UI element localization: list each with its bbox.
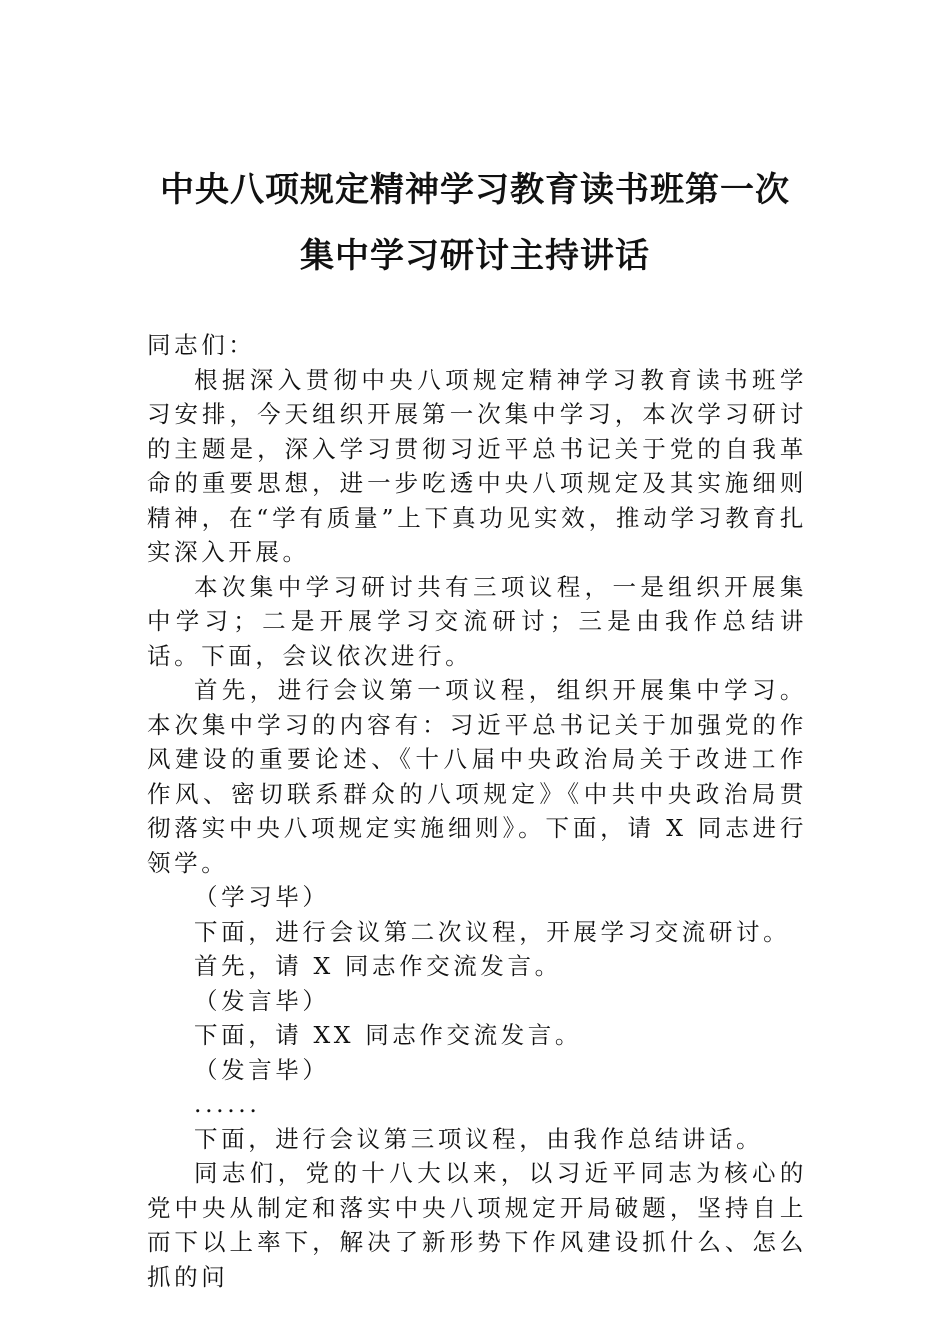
paragraph-closing: 同志们，党的十八大以来，以习近平同志为核心的党中央从制定和落实中央八项规定开局破题，坚持自上而下以上率下，解决了新形势下作风建设抓什么、怎么抓的问 — [147, 1159, 807, 1291]
agenda-line: 下面，进行会议第二次议程，开展学习交流研讨。 — [194, 917, 791, 946]
agenda-line: 下面，进行会议第三项议程，由我作总结讲话。 — [194, 1124, 764, 1153]
salutation: 同志们： — [147, 331, 256, 359]
stage-note: （学习毕） — [194, 883, 330, 911]
agenda-line: 下面，请 XX 同志作交流发言。 — [194, 1021, 582, 1049]
paragraph-first-item: 首先，进行会议第一项议程，组织开展集中学习。本次集中学习的内容有：习近平总书记关于加强党的作风建设的重要论述、《十八届中央政治局关于改进工作作风、密切联系群众的八项规定》《中共中央政治局贯彻落实中央八项规定实施细则》。下面，请 X 同志进行领学。 — [147, 676, 807, 877]
stage-note: （发言毕） — [194, 1055, 330, 1084]
paragraph-agenda: 本次集中学习研讨共有三项议程，一是组织开展集中学习；二是开展学习交流研讨；三是由我作总结讲话。下面，会议依次进行。 — [147, 572, 807, 670]
agenda-line: 首先，请 X 同志作交流发言。 — [194, 952, 562, 980]
document-title-line-2: 集中学习研讨主持讲话 — [300, 236, 650, 276]
paragraph-intro: 根据深入贯彻中央八项规定精神学习教育读书班学习安排，今天组织开展第一次集中学习，本次学习研讨的主题是，深入学习贯彻习近平总书记关于党的自我革命的重要思想，进一步吃透中央八项规定及其实施细则精神，在“学有质量”上下真功见实效，推动学习教育扎实深入开展。 — [147, 365, 807, 566]
stage-note: （发言毕） — [194, 986, 330, 1015]
document-body — [147, 328, 807, 1294]
document-title-line-1: 中央八项规定精神学习教育读书班第一次 — [160, 170, 790, 210]
ellipsis-line: ...... — [194, 1090, 261, 1118]
